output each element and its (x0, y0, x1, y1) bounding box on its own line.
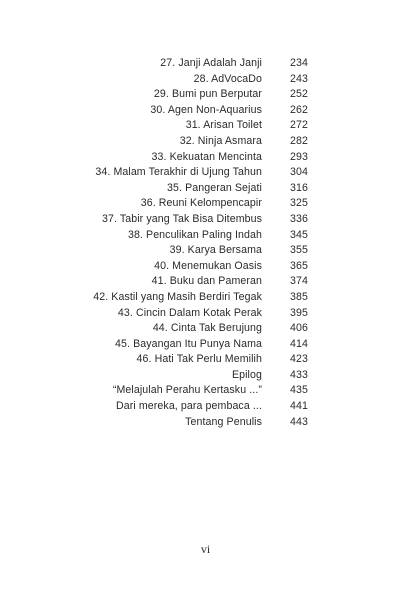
toc-entry[interactable] (0, 290, 411, 306)
toc-entry-title: 41. Buku dan Pameran (151, 275, 262, 288)
toc-entry-page: 395 (290, 306, 308, 319)
toc-entry-page: 325 (290, 197, 308, 210)
toc-entry-page: 282 (290, 134, 308, 147)
toc-entry-page: 304 (290, 166, 308, 179)
toc-entry-page: 365 (290, 259, 308, 272)
toc-entry[interactable] (0, 243, 411, 259)
toc-entry-title: 31. Arisan Toilet (185, 119, 262, 132)
toc-entry-title: 36. Reuni Kelompencapir (140, 197, 262, 210)
page-number: vi (200, 542, 211, 556)
toc-entry-page: 345 (290, 228, 308, 241)
toc-entry-page: 234 (290, 57, 308, 69)
toc-entry-title: 45. Bayangan Itu Punya Nama (115, 337, 262, 350)
toc-entry-title: 32. Ninja Asmara (179, 134, 262, 147)
toc-entry-title: 46. Hati Tak Perlu Memilih (136, 353, 262, 366)
toc-entry[interactable] (0, 368, 411, 384)
toc-entry-title: 35. Pangeran Sejati (167, 181, 262, 194)
table-of-contents (0, 56, 411, 430)
toc-entry[interactable] (0, 415, 411, 431)
toc-entry[interactable] (0, 165, 411, 181)
toc-entry-page: 374 (290, 275, 308, 288)
toc-entry[interactable] (0, 87, 411, 103)
toc-entry-page: 262 (290, 103, 308, 116)
toc-entry-page: 435 (290, 384, 308, 397)
toc-entry-page: 243 (290, 72, 308, 85)
toc-entry[interactable] (0, 274, 411, 290)
toc-entry[interactable] (0, 337, 411, 353)
toc-entry[interactable] (0, 212, 411, 228)
toc-entry[interactable] (0, 56, 411, 72)
toc-entry-title: 29. Bumi pun Berputar (153, 88, 262, 101)
toc-entry[interactable] (0, 383, 411, 399)
toc-entry-page: 272 (290, 119, 308, 132)
toc-entry-page: 252 (290, 88, 308, 101)
toc-entry-page: 441 (290, 400, 308, 413)
toc-entry-page: 293 (290, 150, 308, 163)
toc-entry[interactable] (0, 228, 411, 244)
toc-entry[interactable] (0, 321, 411, 337)
toc-entry-title: Tentang Penulis (185, 415, 262, 428)
toc-entry[interactable] (0, 134, 411, 150)
toc-entry-title: 37. Tabir yang Tak Bisa Ditembus (101, 212, 262, 225)
toc-entry-title: 34. Malam Terakhir di Ujung Tahun (95, 166, 262, 179)
toc-entry-title: Dari mereka, para pembaca ... (116, 400, 262, 413)
toc-entry-title: 27. Janji Adalah Janji (160, 57, 262, 69)
toc-entry-title: 38. Penculikan Paling Indah (127, 228, 262, 241)
toc-entry-page: 443 (290, 415, 308, 428)
toc-entry[interactable] (0, 352, 411, 368)
toc-entry[interactable] (0, 181, 411, 197)
toc-entry-page: 336 (290, 212, 308, 225)
toc-entry-title: 42. Kastil yang Masih Berdiri Tegak (93, 290, 262, 303)
toc-entry-page: 316 (290, 181, 308, 194)
toc-entry-page: 385 (290, 290, 308, 303)
toc-entry-title: “Melajulah Perahu Kertasku ...” (112, 384, 262, 397)
toc-entry-title: Epilog (231, 368, 262, 381)
toc-entry-title: 40. Menemukan Oasis (154, 259, 262, 272)
toc-entry-page: 406 (290, 322, 308, 335)
toc-entry-title: 44. Cinta Tak Berujung (152, 322, 262, 335)
toc-entry[interactable] (0, 72, 411, 88)
toc-entry-page: 355 (290, 244, 308, 257)
toc-entry[interactable] (0, 103, 411, 119)
toc-entry[interactable] (0, 196, 411, 212)
toc-entry-page: 414 (290, 337, 308, 350)
toc-entry-page: 423 (290, 353, 308, 366)
toc-entry-title: 28. AdVocaDo (193, 72, 262, 85)
toc-entry-title: 39. Karya Bersama (169, 244, 262, 257)
toc-entry-title: 33. Kekuatan Mencinta (151, 150, 262, 163)
toc-entry-title: 43. Cincin Dalam Kotak Perak (117, 306, 262, 319)
toc-entry[interactable] (0, 259, 411, 275)
toc-entry-title: 30. Agen Non-Aquarius (150, 103, 262, 116)
toc-entry[interactable] (0, 306, 411, 322)
toc-entry-page: 433 (290, 368, 308, 381)
toc-entry[interactable] (0, 399, 411, 415)
toc-entry[interactable] (0, 118, 411, 134)
toc-entry[interactable] (0, 150, 411, 166)
